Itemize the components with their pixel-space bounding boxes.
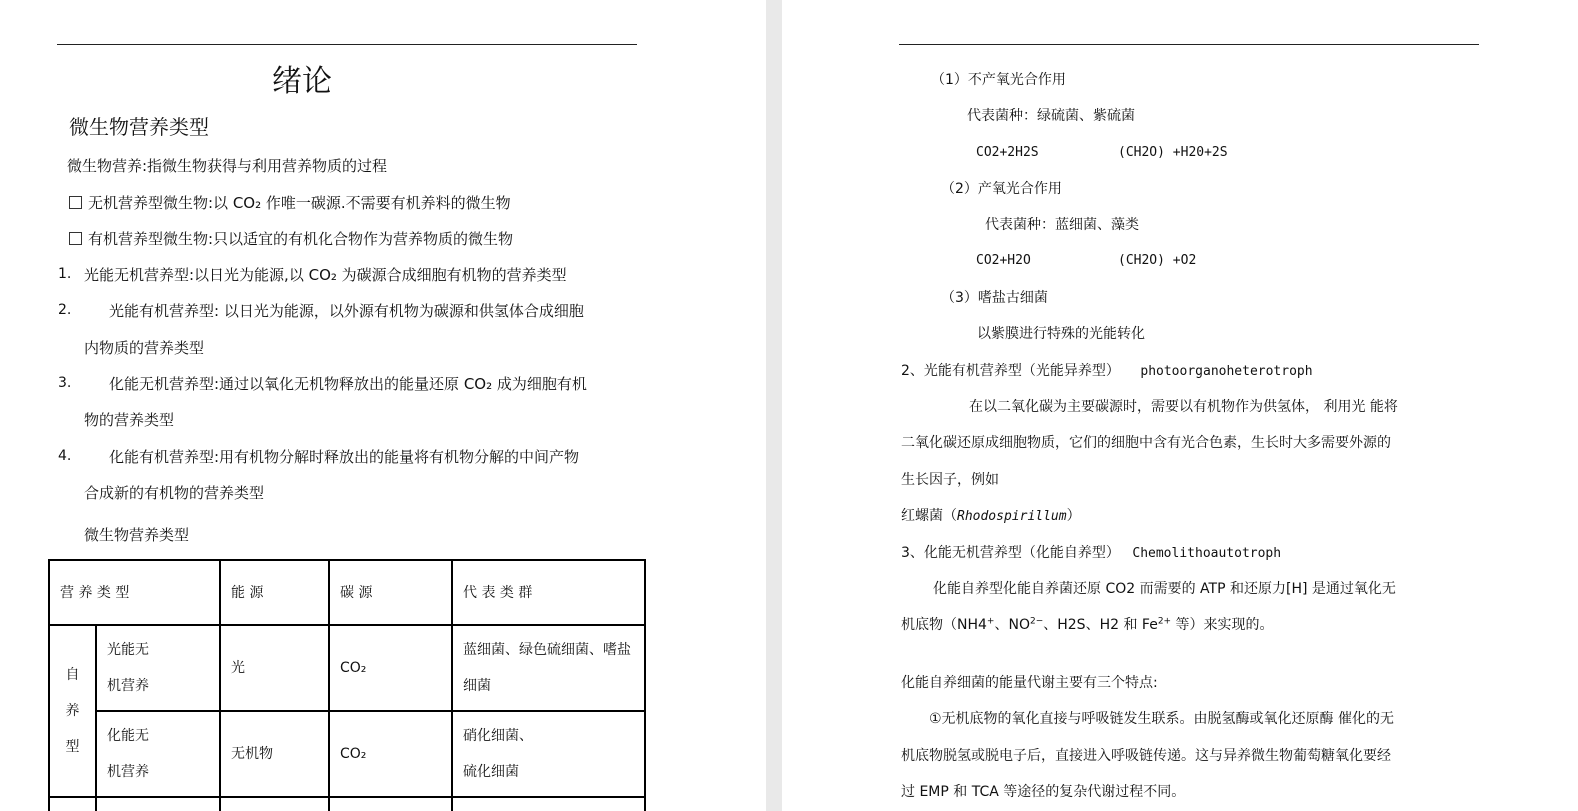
type-cell — [96, 711, 220, 797]
section-heading — [901, 543, 1281, 563]
list-item-text: 光能有机营养型: 以日光为能源，以外源有机物为碳源和供氢体合成细胞 — [109, 302, 584, 320]
species-name: Rhodospirillum — [957, 509, 1067, 524]
equation-right: (CH2O) +O2 — [1118, 253, 1197, 268]
header-carbon: 碳 源 — [329, 560, 452, 625]
carbon-cell: CO₂ — [329, 625, 452, 711]
body-text-part: 等）来实现的。 — [1171, 617, 1274, 633]
list-number: 3. — [58, 375, 72, 391]
heading-english: Chemolithoautotroph — [1132, 546, 1282, 561]
energy-cell: 无机物 — [220, 711, 329, 797]
group-autotroph-cell — [49, 625, 96, 797]
body-text: 过 EMP 和 TCA 等途径的复杂代谢过程不同。 — [901, 784, 1186, 800]
document-page-left — [0, 0, 766, 811]
table-row — [49, 797, 645, 811]
examples-line: 细菌 — [463, 678, 492, 694]
empty-cell — [49, 797, 96, 811]
body-text-part: ） — [1066, 508, 1081, 524]
body-text: 化能自养细菌的能量代谢主要有三个特点: — [901, 675, 1158, 691]
heading-text: 2、光能有机营养型（光能异养型） — [901, 363, 1120, 379]
list-item-text: 物的营养类型 — [84, 411, 175, 429]
equation-right: (CH2O) +H20+2S — [1118, 145, 1228, 160]
nutrition-type-table — [48, 559, 646, 811]
group-label-char: 型 — [65, 739, 80, 755]
heading-text: 3、化能无机营养型（化能自养型） — [901, 545, 1120, 561]
energy-cell: 光 — [220, 625, 329, 711]
definition-text: 微生物营养:指微生物获得与利用营养物质的过程 — [67, 157, 388, 175]
bullet-item — [69, 229, 513, 249]
body-text: ①无机底物的氧化直接与呼吸链发生联系。由脱氢酶或氧化还原酶 催化的无 — [929, 711, 1394, 727]
examples-line: 硫化细菌 — [463, 764, 520, 780]
page-gutter — [766, 0, 782, 811]
superscript: 2+ — [1157, 616, 1172, 627]
list-item-text: 合成新的有机物的营养类型 — [84, 484, 265, 502]
body-text — [901, 506, 1081, 526]
body-text: 代表菌种：绿硫菌、紫硫菌 — [967, 108, 1135, 124]
empty-cell — [220, 797, 329, 811]
body-text-part: 、H2S、H2 和 Fe — [1043, 617, 1158, 633]
subsection-heading: （2）产氧光合作用 — [941, 181, 1062, 197]
equation-left: CO2+2H2S — [976, 145, 1039, 160]
subsection-heading: （1）不产氧光合作用 — [931, 72, 1066, 88]
table-header-row — [49, 560, 645, 625]
group-label-char: 养 — [65, 703, 80, 719]
bullet-text: 无机营养型微生物:以 CO₂ 作唯一碳源.不需要有机养料的微生物 — [88, 194, 511, 212]
superscript: 2− — [1029, 616, 1044, 627]
bullet-text: 有机营养型微生物:只以适宜的有机化合物作为营养物质的微生物 — [88, 230, 514, 248]
list-item-text: 化能有机营养型:用有机物分解时释放出的能量将有机物分解的中间产物 — [109, 448, 580, 466]
empty-cell — [329, 797, 452, 811]
equation-left: CO2+H2O — [976, 253, 1031, 268]
body-text-part: 、NO — [994, 617, 1030, 633]
heading-english: photoorganoheterotroph — [1140, 364, 1313, 379]
list-number: 1. — [58, 266, 72, 282]
bullet-item — [69, 193, 511, 213]
examples-line: 蓝细菌、绿色硫细菌、嗜盐 — [463, 642, 632, 658]
table-row — [49, 625, 645, 711]
body-text: 二氧化碳还原成细胞物质，它们的细胞中含有光合色素，生长时大多需要外源的 — [901, 435, 1391, 451]
subsection-heading: （3）嗜盐古细菌 — [941, 290, 1048, 306]
body-text-part: 红螺菌（ — [901, 508, 957, 524]
empty-cell — [452, 797, 645, 811]
section-heading — [901, 361, 1313, 381]
examples-cell — [452, 711, 645, 797]
checkbox-bullet-icon — [69, 232, 82, 245]
checkbox-bullet-icon — [69, 196, 82, 209]
type-line: 机营养 — [107, 678, 149, 694]
body-text: 代表菌种：蓝细菌、藻类 — [985, 217, 1139, 233]
header-energy: 能 源 — [220, 560, 329, 625]
header-rule — [899, 44, 1479, 45]
list-item-text: 光能无机营养型:以日光为能源,以 CO₂ 为碳源合成细胞有机物的营养类型 — [84, 266, 567, 284]
empty-cell — [96, 797, 220, 811]
carbon-cell: CO₂ — [329, 711, 452, 797]
type-line: 机营养 — [107, 764, 149, 780]
type-cell — [96, 625, 220, 711]
examples-cell — [452, 625, 645, 711]
body-text-part: 机底物（NH4 — [901, 617, 987, 633]
section-heading: 微生物营养类型 — [69, 115, 209, 139]
body-text — [901, 615, 1274, 635]
type-line: 化能无 — [107, 728, 149, 744]
list-number: 4. — [58, 448, 72, 464]
body-text: 在以二氧化碳为主要碳源时，需要以有机物作为供氢体， 利用光 能将 — [969, 399, 1398, 415]
header-type: 营 养 类 型 — [49, 560, 220, 625]
body-text: 化能自养型化能自养菌还原 CO2 而需要的 ATP 和还原力[H] 是通过氧化无 — [933, 581, 1396, 597]
table-row — [49, 711, 645, 797]
list-item-text: 化能无机营养型:通过以氧化无机物释放出的能量还原 CO₂ 成为细胞有机 — [109, 375, 587, 393]
page-title: 绪论 — [272, 64, 332, 99]
header-examples: 代 表 类 群 — [452, 560, 645, 625]
list-item-text: 内物质的营养类型 — [84, 339, 205, 357]
header-rule — [57, 44, 637, 45]
examples-line: 硝化细菌、 — [463, 728, 534, 744]
type-line: 光能无 — [107, 642, 149, 658]
body-text: 以紫膜进行特殊的光能转化 — [977, 326, 1145, 342]
table-caption: 微生物营养类型 — [84, 526, 190, 544]
body-text: 生长因子，例如 — [901, 472, 999, 488]
body-text: 机底物脱氢或脱电子后，直接进入呼吸链传递。这与异养微生物葡萄糖氧化要经 — [901, 748, 1391, 764]
superscript: + — [986, 616, 995, 627]
document-page-right — [782, 0, 1578, 811]
group-label-char: 自 — [65, 667, 80, 683]
list-number: 2. — [58, 302, 72, 318]
